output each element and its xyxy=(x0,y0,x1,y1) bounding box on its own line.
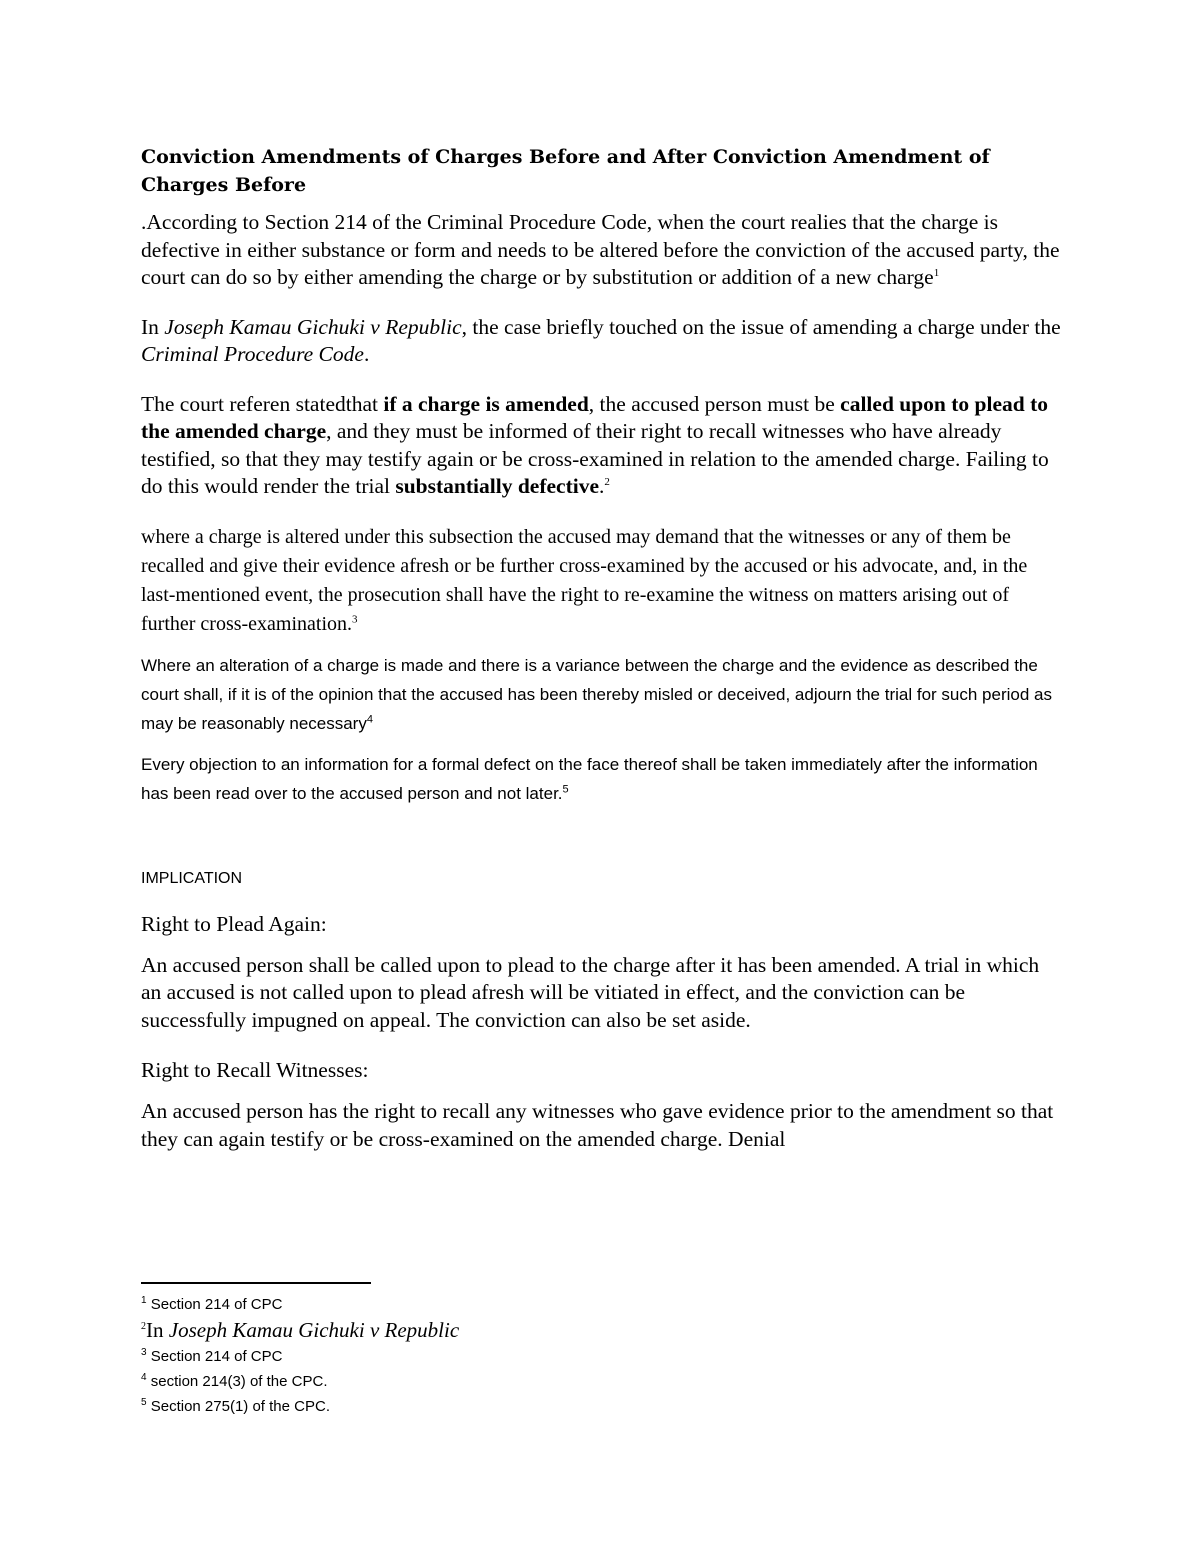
footnote-text: Section 275(1) of the CPC. xyxy=(150,1398,330,1415)
footnote-number: 5 xyxy=(141,1397,147,1408)
code-name: Criminal Procedure Code xyxy=(141,342,364,366)
text-run: The court referen statedthat xyxy=(141,391,384,416)
footnote-separator xyxy=(141,1282,371,1284)
bold-run: if a charge is amended xyxy=(383,391,589,416)
paragraph-text: Every objection to an information for a formal defect on the face thereof shall be taken immediately after the information has been read over to the accused person and not later. xyxy=(141,754,1038,803)
footnotes xyxy=(141,1282,1061,1419)
text-run: , the case briefly touched on the issue of amending a charge under the xyxy=(461,314,1061,339)
footnote-3 xyxy=(141,1344,1061,1369)
paragraph-objection xyxy=(141,750,1061,808)
text-run: In xyxy=(141,314,165,339)
right-to-plead-text: An accused person shall be called upon to plead to the charge after it has been amended. A trial in which an accused is not called upon to plead afresh will be vitiated in effect, and the conviction can be successfully impugned on appeal. The conviction can also be set aside. xyxy=(141,952,1040,1032)
paragraph-text: where a charge is altered under this subsection the accused may demand that the witnesses or any of them be recalled and give their evidence afresh or be further cross-examined by the accused or his advocate, and, in the last-mentioned event, the prosecution shall have the right to re-examine the witness on matters arising out of further cross-examination. xyxy=(141,525,1028,635)
footnote-number: 4 xyxy=(141,1372,147,1383)
document-body xyxy=(141,143,1061,1175)
text-run: , the accused person must be xyxy=(588,391,841,416)
implication-label: IMPLICATION xyxy=(141,869,243,887)
footnote-5 xyxy=(141,1394,1061,1419)
bold-run: substantially defective xyxy=(395,474,600,498)
footnote-ref[interactable]: 1 xyxy=(933,266,940,279)
paragraph-recall-witnesses xyxy=(141,523,1061,639)
case-name: Joseph Kamau Gichuki v Republic xyxy=(164,314,462,339)
paragraph-variance xyxy=(141,651,1061,738)
footnote-number: 2 xyxy=(141,1321,146,1332)
footnote-prefix: In xyxy=(146,1318,169,1342)
footnote-number: 1 xyxy=(141,1295,147,1306)
paragraph-case-reference xyxy=(141,314,1061,369)
paragraph-court-statement xyxy=(141,391,1061,501)
footnote-ref[interactable]: 4 xyxy=(366,712,373,725)
footnote-1 xyxy=(141,1292,1061,1317)
footnote-text: section 214(3) of the CPC. xyxy=(150,1373,328,1390)
footnote-text: Section 214 of CPC xyxy=(150,1348,283,1365)
footnote-text: Section 214 of CPC xyxy=(150,1296,283,1313)
text-run: . xyxy=(363,342,370,366)
paragraph-text: .According to Section 214 of the Criminal Procedure Code, when the court realies that the charge is defective in either substance or form and needs to be altered before the conviction of the accused party, the court can do so by either amending the charge or by substitution or addition of a new charge xyxy=(141,210,1060,289)
paragraph-section-214 xyxy=(141,209,1061,292)
right-to-recall-title: Right to Recall Witnesses: xyxy=(141,1058,369,1082)
right-to-recall-text: An accused person has the right to recall any witnesses who gave evidence prior to the amendment so that they can again testify or be cross-examined on the amended charge. Denial xyxy=(141,1099,1054,1151)
right-to-plead-title: Right to Plead Again: xyxy=(141,911,327,936)
footnote-number: 3 xyxy=(141,1347,147,1358)
paragraph-text: Where an alteration of a charge is made and there is a variance between the charge and the evidence as described the court shall, if it is of the opinion that the accused has been thereby misled or deceived, adjourn the trial for such period as may be reasonably necessary xyxy=(141,655,1052,733)
footnote-4 xyxy=(141,1369,1061,1394)
footnote-case-name: Joseph Kamau Gichuki v Republic xyxy=(168,1318,460,1342)
bold-run: called upon to plead to the amended charge xyxy=(141,391,1049,443)
text-run: , and they must be informed of their right to recall witnesses who have already testified, so that they may testify again or be cross-examined in relation to the amended charge. Failing to do this would render the trial xyxy=(141,419,1049,498)
footnote-2 xyxy=(141,1317,1061,1344)
text-run: . xyxy=(599,474,605,498)
footnote-ref[interactable]: 3 xyxy=(352,612,358,625)
footnote-ref[interactable]: 2 xyxy=(604,475,610,488)
document-heading: Conviction Amendments of Charges Before and After Conviction Amendment of Charges Before xyxy=(141,146,990,196)
footnote-ref[interactable]: 5 xyxy=(562,782,569,795)
